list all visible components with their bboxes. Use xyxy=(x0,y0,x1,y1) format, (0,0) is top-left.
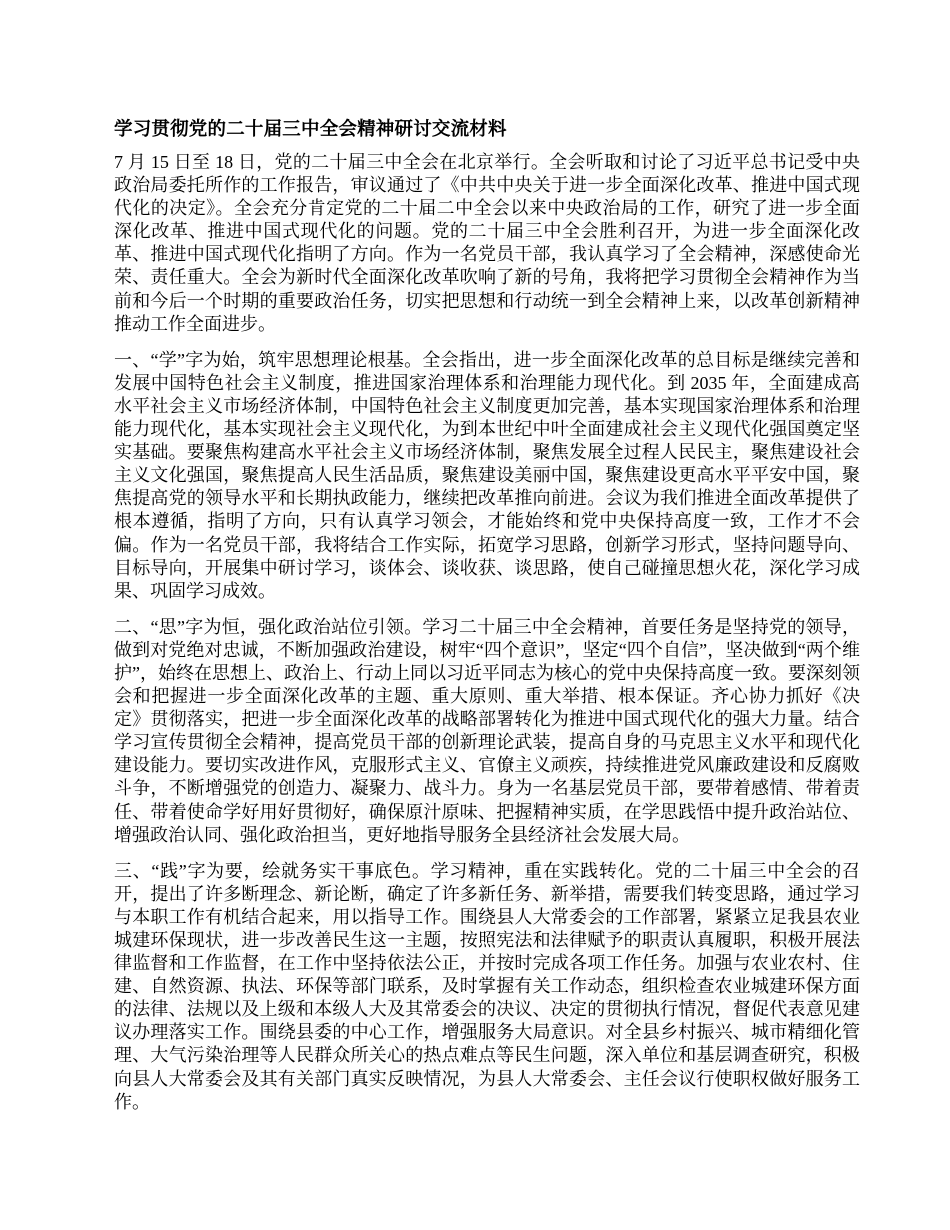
paragraph-section-two: 二、“思”字为恒，强化政治站位引领。学习二十届三中全会精神，首要任务是坚持党的领导，做到对党绝对忠诚，不断加强政治建设，树牢“四个意识”，坚定“四个自信”，坚决做到“两个维护”，始终在思想上、政治上、行动上同以习近平同志为核心的党中央保持高度一致。要深刻领会和把握进一步全面深化改革的主题、重大原则、重大举措、根本保证。齐心协力抓好《决定》贯彻落实，把进一步全面深化改革的战略部署转化为推进中国式现代化的强大力量。结合学习宣传贯彻全会精神，提高党员干部的创新理论武装，提高自身的马克思主义水平和现代化建设能力。要切实改进作风，克服形式主义、官僚主义顽疾，持续推进党风廉政建设和反腐败斗争，不断增强党的创造力、凝聚力、战斗力。身为一名基层党员干部，要带着感情、带着责任、带着使命学好用好贯彻好，确保原汁原味、把握精神实质，在学思践悟中提升政治站位、增强政治认同、强化政治担当，更好地指导服务全县经济社会发展大局。 xyxy=(114,616,860,845)
paragraph-section-three: 三、“践”字为要，绘就务实干事底色。学习精神，重在实践转化。党的二十届三中全会的召开，提出了许多断理念、新论断，确定了许多新任务、新举措，需要我们转变思路，通过学习与本职工作有机结合起来，用以指导工作。围绕县人大常委会的工作部署，紧紧立足我县农业城建环保现状，进一步改善民生这一主题，按照宪法和法律赋予的职责认真履职，积极开展法律监督和工作监督，在工作中坚持依法公正，并按时完成各项工作任务。加强与农业农村、住建、自然资源、执法、环保等部门联系，及时掌握有关工作动态，组织检查农业城建环保方面的法律、法规以及上级和本级人大及其常委会的决议、决定的贯彻执行情况，督促代表意见建议办理落实工作。围绕县委的中心工作，增强服务大局意识。对全县乡村振兴、城市精细化管理、大气污染治理等人民群众所关心的热点难点等民生问题，深入单位和基层调查研究，积极向县人大常委会及其有关部门真实反映情况，为县人大常委会、主任会议行使职权做好服务工作。 xyxy=(114,860,860,1112)
paragraph-intro: 7 月 15 日至 18 日，党的二十届三中全会在北京举行。全会听取和讨论了习近平总书记受中央政治局委托所作的工作报告，审议通过了《中共中央关于进一步全面深化改革、推进中国式现代化的决定》。全会充分肯定党的二十届二中全会以来中央政治局的工作，研究了进一步全面深化改革、推进中国式现代化的问题。党的二十届三中全会胜利召开，为进一步全面深化改革、推进中国式现代化指明了方向。作为一名党员干部，我认真学习了全会精神，深感使命光荣、责任重大。全会为新时代全面深化改革吹响了新的号角，我将把学习贯彻全会精神作为当前和今后一个时期的重要政治任务，切实把思想和行动统一到全会精神上来，以改革创新精神推动工作全面进步。 xyxy=(114,152,860,334)
page-title: 学习贯彻党的二十届三中全会精神研讨交流材料 xyxy=(114,120,507,140)
paragraph-section-one: 一、“学”字为始，筑牢思想理论根基。全会指出，进一步全面深化改革的总目标是继续完善和发展中国特色社会主义制度，推进国家治理体系和治理能力现代化。到 2035 年，全面建成高水平社会主义市场经济体制，中国特色社会主义制度更加完善，基本实现国家治理体系和治理能力现代化，基本实现社会主义现代化，为到本世纪中叶全面建成社会主义现代化强国奠定坚实基础。要聚焦构建高水平社会主义市场经济体制，聚焦发展全过程人民民主，聚焦建设社会主义文化强国，聚焦提高人民生活品质，聚焦建设美丽中国，聚焦建设更高水平平安中国，聚焦提高党的领导水平和长期执政能力，继续把改革推向前进。会议为我们推进全面改革提供了根本遵循，指明了方向，只有认真学习领会，才能始终和党中央保持高度一致，工作才不会偏。作为一名党员干部，我将结合工作实际，拓宽学习思路，创新学习形式，坚持问题导向、目标导向，开展集中研讨学习，谈体会、谈收获、谈思路，使自己碰撞思想火花，深化学习成果、巩固学习成效。 xyxy=(114,349,860,601)
document-body xyxy=(114,118,860,1114)
